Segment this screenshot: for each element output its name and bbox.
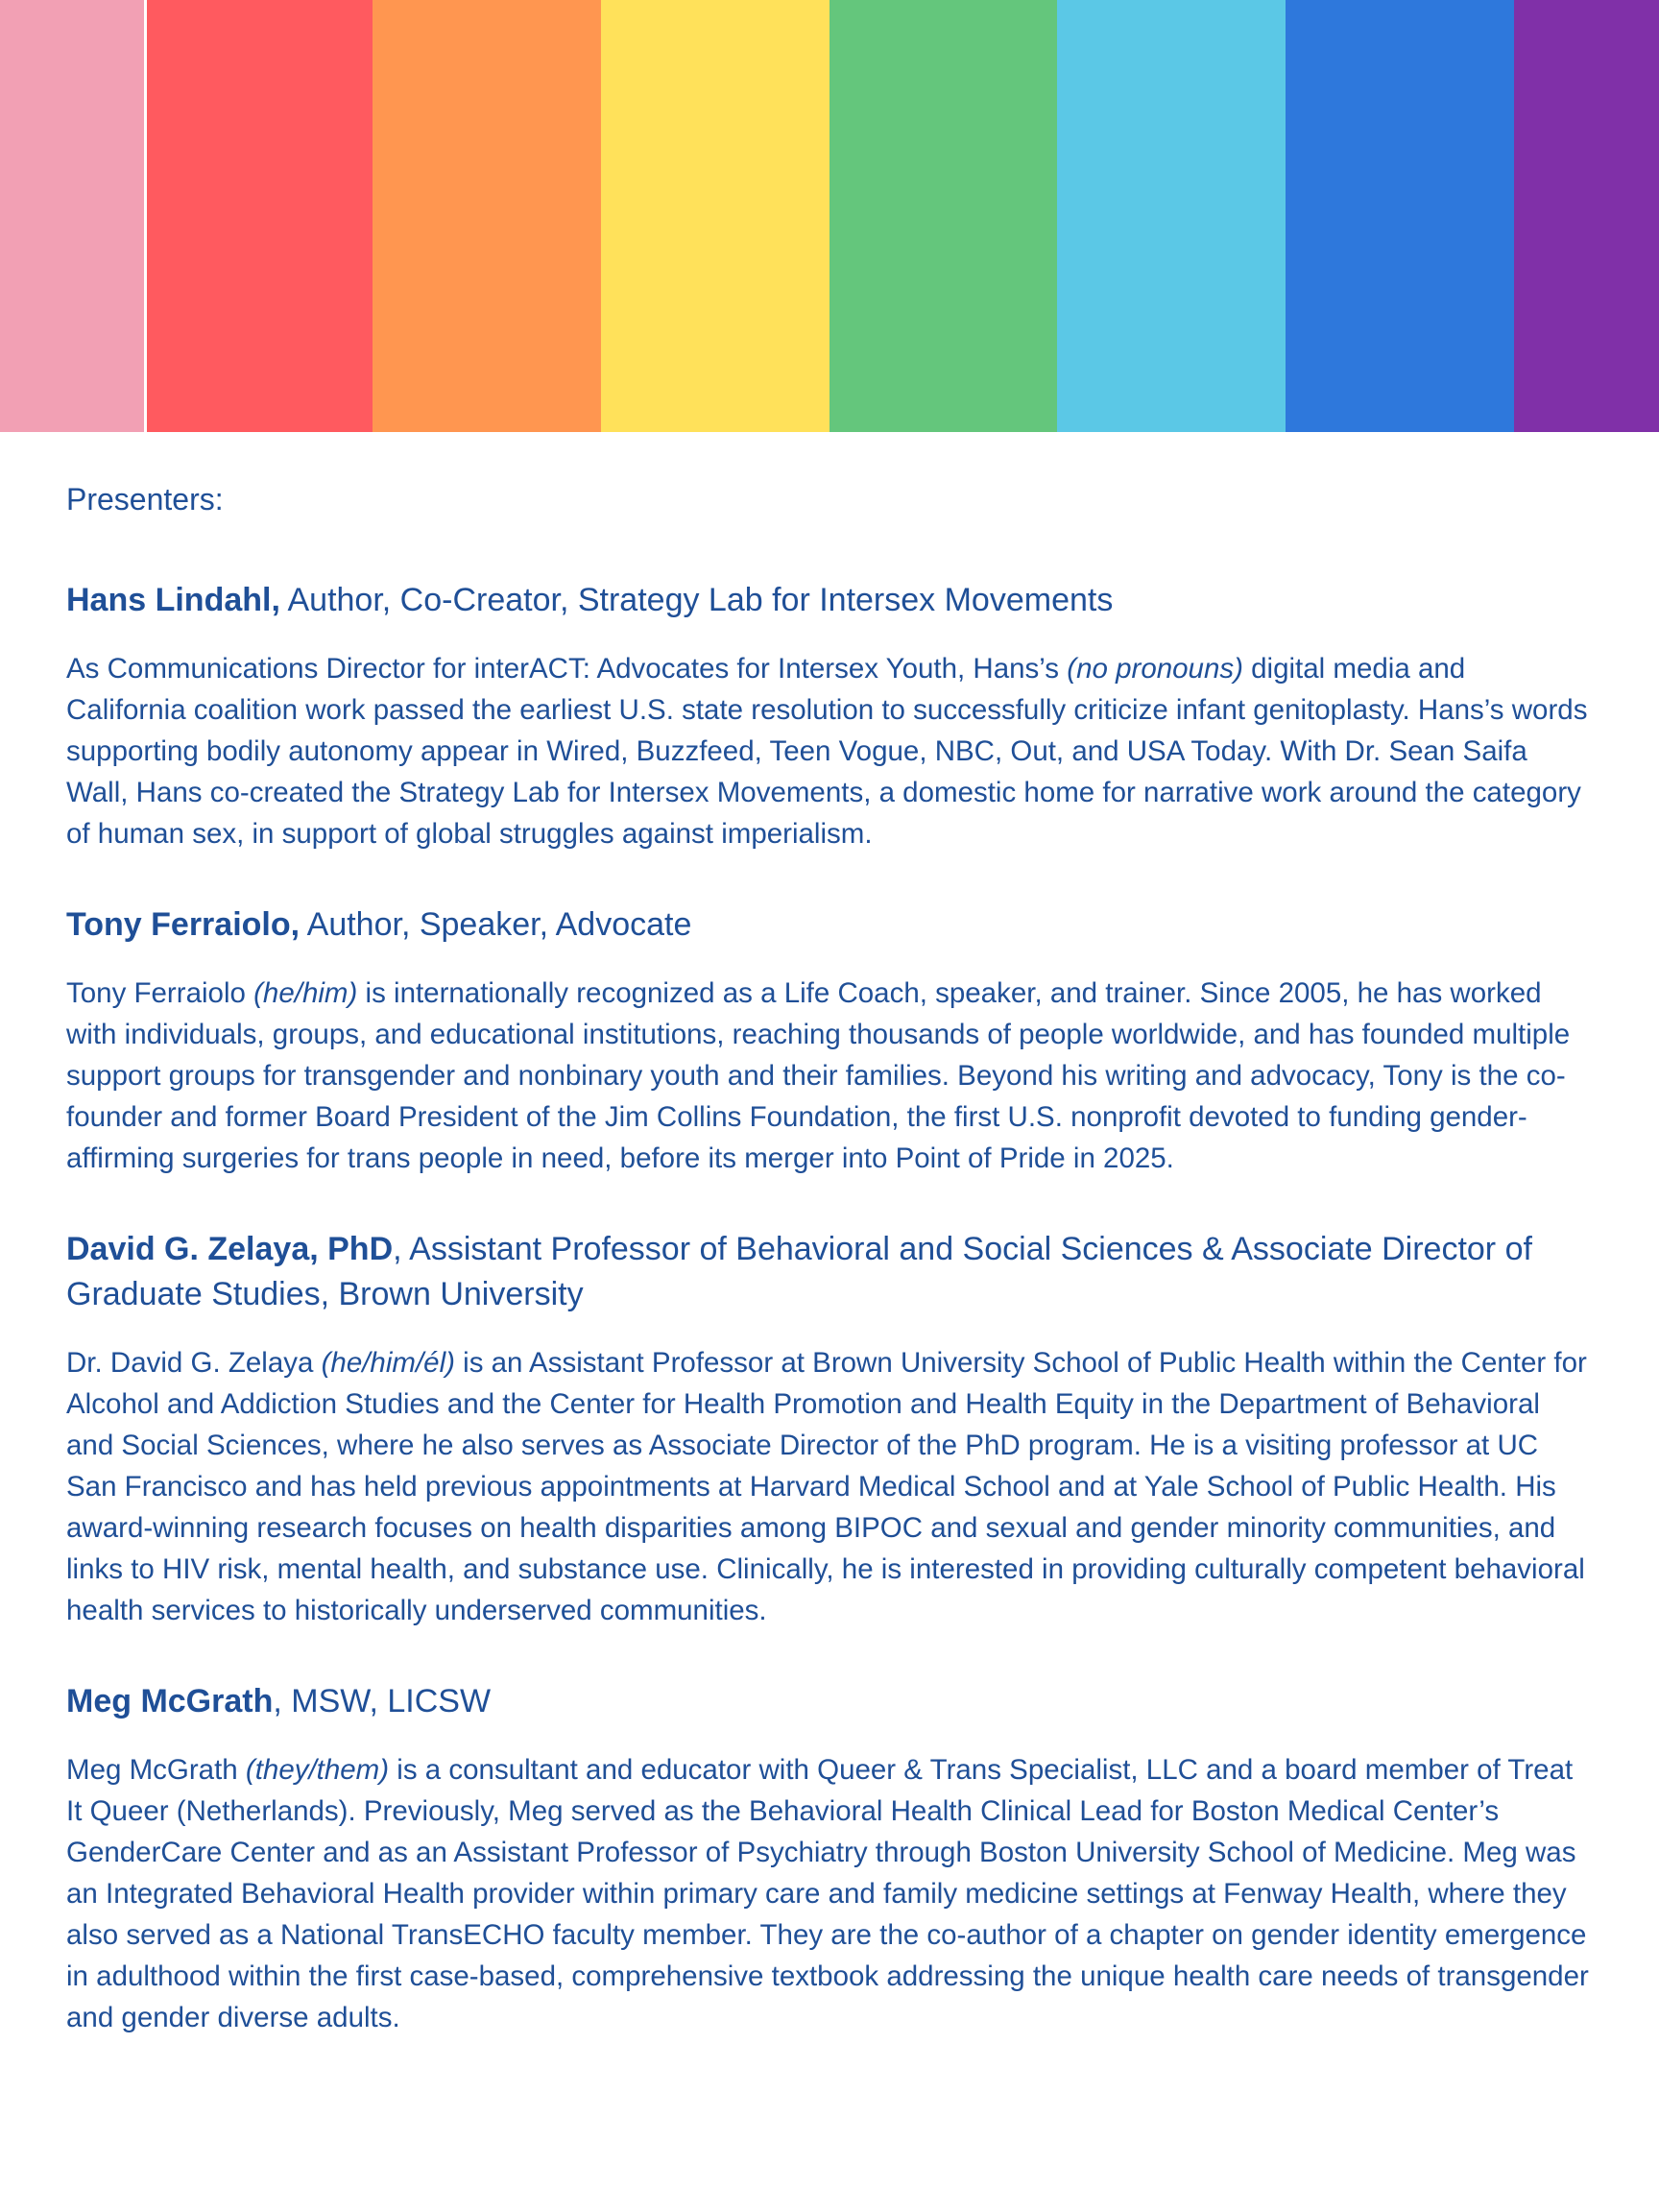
stripe-blue <box>1286 0 1514 432</box>
stripe-light-blue <box>1057 0 1286 432</box>
stripe-yellow <box>601 0 830 432</box>
presenter-bio <box>66 1342 1592 1631</box>
bio-text: digital media and California coalition work passed the earliest U.S. state resolution to successfully criticize infant genitoplasty. Hans’s words supporting bodily autonomy appear in Wired, Buzzfeed, Teen Vogue, NBC, Out, and USA Today. With Dr. Sean Saifa Wall, Hans co-created the Strategy Lab for Intersex Movements, a domestic home for narrative work around the category of human sex, in support of global struggles against imperialism. <box>66 653 1588 850</box>
presenters-section <box>0 432 1659 2038</box>
presenter-tony-ferraiolo <box>66 902 1592 1179</box>
presenter-name: Tony Ferraiolo, <box>66 906 301 943</box>
presenter-name-line <box>66 1679 1592 1724</box>
presenter-title: , Assistant Professor of Behavioral and Social Sciences & Associate Director of Graduate Studies, Brown University <box>66 1231 1532 1312</box>
presenter-title: Author, Co-Creator, Strategy Lab for Intersex Movements <box>279 582 1114 618</box>
presenter-name-line <box>66 902 1592 948</box>
bio-text: As Communications Director for interACT: Advocates for Intersex Youth, Hans’s <box>66 653 1068 685</box>
presenter-bio <box>66 973 1592 1179</box>
rainbow-banner <box>0 0 1659 432</box>
presenter-name: Meg McGrath <box>66 1683 274 1719</box>
bio-text: Dr. David G. Zelaya <box>66 1347 322 1379</box>
pronouns: (no pronouns) <box>1067 653 1243 685</box>
bio-text: is an Assistant Professor at Brown University School of Public Health within the Center for Alcohol and Addiction Studies and the Center for Health Promotion and Health Equity in the Department of Behavioral and Social Sciences, where he also serves as Associate Director of the PhD program. He is a visiting professor at UC San Francisco and has held previous appointments at Harvard Medical School and at Yale School of Public Health. His award-winning research focuses on health disparities among BIPOC and sexual and gender minority communities, and links to HIV risk, mental health, and substance use. Clinically, he is interested in providing culturally competent behavioral health services to historically underserved communities. <box>66 1347 1587 1626</box>
stripe-red <box>147 0 373 432</box>
pronouns: (he/him) <box>253 977 358 1009</box>
presenter-hans-lindahl <box>66 578 1592 854</box>
presenter-title: , MSW, LICSW <box>273 1683 492 1719</box>
presenter-david-zelaya <box>66 1227 1592 1631</box>
stripe-purple <box>1514 0 1659 432</box>
presenter-name: Hans Lindahl, <box>66 582 280 618</box>
stripe-pink <box>0 0 144 432</box>
bio-text: is internationally recognized as a Life Coach, speaker, and trainer. Since 2005, he has worked with individuals, groups, and educational institutions, reaching thousands of people worldwide, and has founded multiple support groups for transgender and nonbinary youth and their families. Beyond his writing and advocacy, Tony is the co-founder and former Board President of the Jim Collins Foundation, the first U.S. nonprofit devoted to funding gender-affirming surgeries for trans people in need, before its merger into Point of Pride in 2025. <box>66 977 1571 1174</box>
bio-text: Meg McGrath <box>66 1754 246 1786</box>
pronouns: (they/them) <box>245 1754 390 1786</box>
presenter-meg-mcgrath <box>66 1679 1592 2038</box>
presenter-name: David G. Zelaya, PhD <box>66 1231 394 1267</box>
stripe-orange <box>373 0 601 432</box>
presenter-name-line <box>66 1227 1592 1317</box>
presenter-bio <box>66 1749 1592 2038</box>
bio-text: Tony Ferraiolo <box>66 977 254 1009</box>
presenter-name-line <box>66 578 1592 623</box>
presenter-bio <box>66 648 1592 854</box>
bio-text: is a consultant and educator with Queer & Trans Specialist, LLC and a board member of Treat It Queer (Netherlands). Previously, Meg served as the Behavioral Health Clinical Lead for Boston Medical Center’s GenderCare Center and as an Assistant Professor of Psychiatry through Boston University School of Medicine. Meg was an Integrated Behavioral Health provider within primary care and family medicine settings at Fenway Health, where they also served as a National TransECHO faculty member. They are the co-author of a chapter on gender identity emergence in adulthood within the first case-based, comprehensive textbook addressing the unique health care needs of transgender and gender diverse adults. <box>66 1754 1589 2033</box>
pronouns: (he/him/él) <box>321 1347 455 1379</box>
presenter-title: Author, Speaker, Advocate <box>300 906 692 943</box>
stripe-green <box>830 0 1057 432</box>
section-heading: Presenters: <box>66 482 224 517</box>
